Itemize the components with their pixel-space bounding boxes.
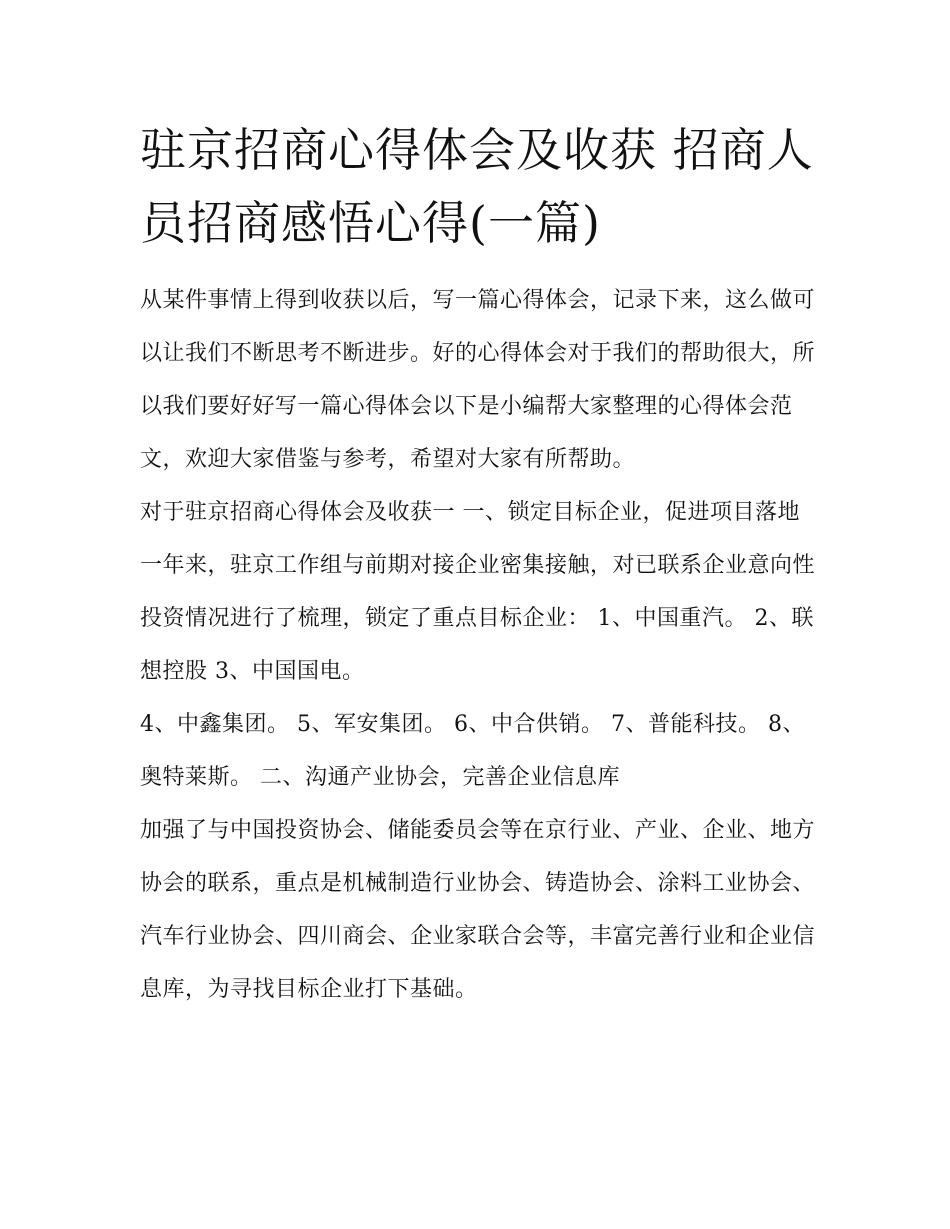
paragraph-intro: 从某件事情上得到收获以后，写一篇心得体会，记录下来，这么做可以让我们不断思考不断进步。好的心得体会对于我们的帮助很大，所以我们要好好写一篇心得体会以下是小编帮大家整理的心得体会范文，欢迎大家借鉴与参考，希望对大家有所帮助。: [140, 288, 816, 472]
paragraph-industry-associations: 加强了与中国投资协会、储能委员会等在京行业、产业、企业、地方协会的联系，重点是机械制造行业协会、铸造协会、涂料工业协会、汽车行业协会、四川商会、企业家联合会等，丰富完善行业和企业信息库，为寻找目标企业打下基础。: [140, 818, 816, 1002]
paragraph-company-list: 4、中鑫集团。 5、军安集团。 6、中合供销。 7、普能科技。 8、奥特莱斯。 二、沟通产业协会，完善企业信息库: [140, 712, 805, 790]
paragraph-target-companies: 一年来，驻京工作组与前期对接企业密集接触，对已联系企业意向性投资情况进行了梳理，锁定了重点目标企业： 1、中国重汽。 2、联想控股 3、中国国电。: [140, 553, 816, 684]
paragraph-section-heading-1: 对于驻京招商心得体会及收获一 一、锁定目标企业，促进项目落地: [140, 500, 800, 525]
document-title: 驻京招商心得体会及收获 招商人员招商感悟心得(一篇): [140, 123, 814, 250]
document-body: [140, 274, 820, 1016]
